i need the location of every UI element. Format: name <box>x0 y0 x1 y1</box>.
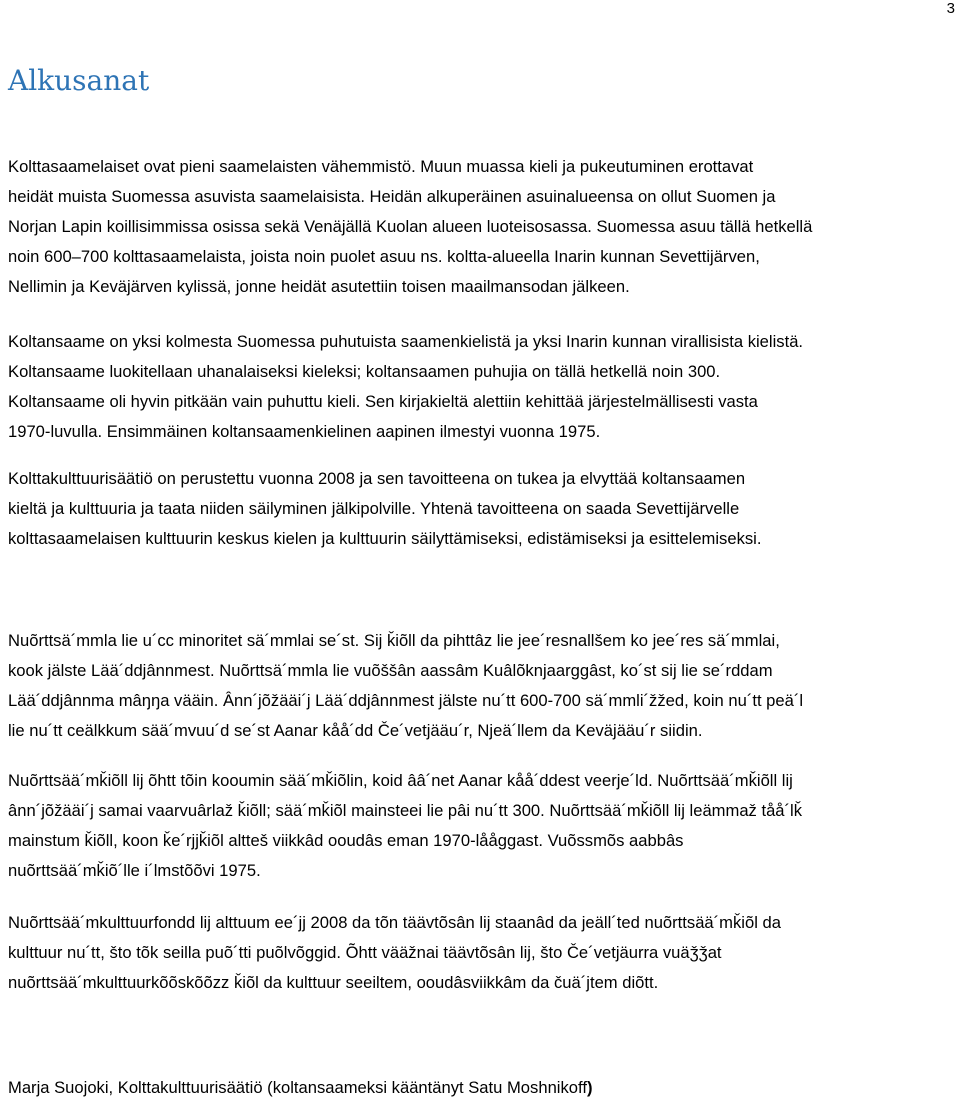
page-title: Alkusanat <box>8 64 150 97</box>
paragraph-line: mainstum ǩiõll, koon ǩe´rjjǩiõl altteš viikkâd ooudâs eman 1970-lååggast. Vuõssmõs aabbâs <box>8 831 684 850</box>
paragraph-line: Norjan Lapin koillisimmissa osissa sekä Venäjällä Kuolan alueen luoteisosassa. Suomessa asuu tällä hetkellä <box>8 217 813 236</box>
paragraph-line: Nuõrttsää´mkulttuurfondd lij alttuum ee´jj 2008 da tõn täävtõsân lij staanâd da jeäll´ted nuõrttsää´mǩiõl da <box>8 913 781 932</box>
paragraph-line: Kolttasaamelaiset ovat pieni saamelaisten vähemmistö. Muun muassa kieli ja pukeutuminen erottavat <box>8 157 754 176</box>
paragraph-line: Nuõrttsä´mmla lie u´cc minoritet sä´mmlai se´st. Sij ǩiõll da pihttâz lie jee´resnallšem ko jee´res sä´mmlai, <box>8 631 780 650</box>
paragraph-foundation <box>8 464 956 554</box>
signature-text: Marja Suojoki, Kolttakulttuurisäätiö (koltansaameksi kääntänyt Satu Moshnikoff <box>8 1078 587 1097</box>
paragraph-skolt-foundation <box>8 908 956 998</box>
signature-closing: ) <box>586 1078 593 1097</box>
paragraph-language <box>8 327 956 447</box>
paragraph-line: noin 600–700 kolttasaamelaista, joista noin puolet asuu ns. koltta-alueella Inarin kunnan Sevettijärven, <box>8 247 760 266</box>
paragraph-line: kolttasaamelaisen kulttuurin keskus kielen ja kulttuurin säilyttämiseksi, edistämiseksi ja esittelemiseksi. <box>8 529 762 548</box>
paragraph-line: ânn´jõžääi´j samai vaarvuârlaž ǩiõll; sää´mǩiõl mainsteei lie pâi nu´tt 300. Nuõrttsää´mǩiõll lij leämmaž tåå´lǩ <box>8 801 803 820</box>
paragraph-line: 1970-luvulla. Ensimmäinen koltansaamenkielinen aapinen ilmestyi vuonna 1975. <box>8 422 601 441</box>
page-number: 3 <box>946 0 955 17</box>
paragraph-line: nuõrttsää´mkulttuurkõõskõõzz ǩiõl da kulttuur seeiltem, ooudâsviikkâm da čuä´jtem diõtt. <box>8 973 659 992</box>
paragraph-intro <box>8 152 956 302</box>
signature <box>8 1073 956 1103</box>
paragraph-line: nuõrttsää´mǩiõ´lle i´lmstõõvi 1975. <box>8 861 261 880</box>
signature-line <box>8 1073 956 1103</box>
paragraph-skolt-intro <box>8 626 956 746</box>
paragraph-line: Kolttakulttuurisäätiö on perustettu vuonna 2008 ja sen tavoitteena on tukea ja elvyttää koltansaamen <box>8 469 746 488</box>
paragraph-line: kulttuur nu´tt, što tõk seilla puõ´tti puõlvõggid. Õhtt vääžnai täävtõsân lij, što Če´vetjäurra vuäǯǯat <box>8 943 722 962</box>
paragraph-line: Koltansaame on yksi kolmesta Suomessa puhutuista saamenkielistä ja yksi Inarin kunnan virallisista kielistä. <box>8 332 804 351</box>
paragraph-line: Koltansaame luokitellaan uhanalaiseksi kieleksi; koltansaamen puhujia on tällä hetkellä noin 300. <box>8 362 721 381</box>
paragraph-line: heidät muista Suomessa asuvista saamelaisista. Heidän alkuperäinen asuinalueensa on ollut Suomen ja <box>8 187 776 206</box>
paragraph-line: kook jälste Lää´ddjânnmest. Nuõrttsä´mmla lie vuõššân aassâm Kuâlõknjaarggâst, ko´st sij lie se´rddam <box>8 661 773 680</box>
paragraph-line: Nuõrttsää´mǩiõll lij õhtt tõin kooumin sää´mǩiõlin, koid ââ´net Aanar kåå´ddest veerje´ld. Nuõrttsää´mǩiõll lij <box>8 771 793 790</box>
paragraph-line: Lää´ddjânnma mâŋŋa vääin. Ânn´jõžääi´j Lää´ddjânnmest jälste nu´tt 600-700 sä´mmli´žžed, koin nu´tt peä´l <box>8 691 804 710</box>
paragraph-line: lie nu´tt ceälkkum sää´mvuu´d se´st Aanar kåå´dd Če´vetjääu´r, Njeä´llem da Keväjääu´r siidin. <box>8 721 703 740</box>
paragraph-line: kieltä ja kulttuuria ja taata niiden säilyminen jälkipolville. Yhtenä tavoitteena on saada Sevettijärvelle <box>8 499 740 518</box>
paragraph-line: Koltansaame oli hyvin pitkään vain puhuttu kieli. Sen kirjakieltä alettiin kehittää järjestelmällisesti vasta <box>8 392 758 411</box>
paragraph-line: Nellimin ja Keväjärven kylissä, jonne heidät asutettiin toisen maailmansodan jälkeen. <box>8 277 630 296</box>
paragraph-skolt-language <box>8 766 956 886</box>
